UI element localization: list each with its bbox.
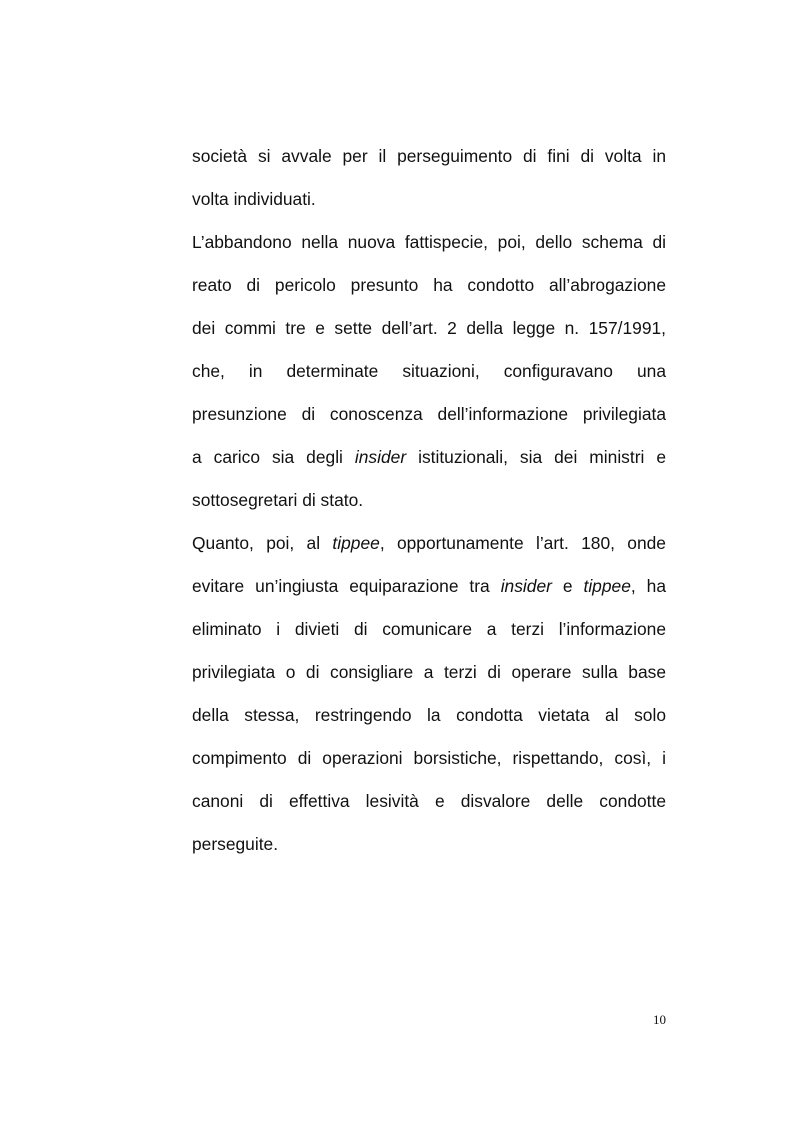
text-line	[192, 522, 666, 565]
italic-term: tippee	[332, 533, 380, 553]
text-segment: perseguite.	[192, 834, 279, 854]
text-line	[192, 737, 666, 780]
italic-term: insider	[354, 447, 407, 467]
text-segment: della stessa, restringendo la condotta vietata al solo	[192, 705, 666, 725]
text-segment: presunzione di conoscenza dell’informazione privilegiata	[192, 404, 666, 424]
text-segment: L’abbandono nella nuova fattispecie, poi, dello schema di	[192, 232, 666, 252]
text-segment: istituzionali, sia dei ministri e	[406, 447, 666, 467]
text-line	[192, 479, 666, 522]
text-segment: e	[551, 576, 584, 596]
text-segment: privilegiata o di consigliare a terzi di operare sulla base	[192, 662, 666, 682]
italic-term: tippee	[583, 576, 631, 596]
text-segment: a carico sia degli	[192, 447, 355, 467]
text-segment: evitare un’ingiusta equiparazione tra	[192, 576, 501, 596]
text-line	[192, 651, 666, 694]
text-segment: canoni di effettiva lesività e disvalore delle condotte	[192, 791, 666, 811]
text-segment: dei commi tre e sette dell’art. 2 della legge n. 157/1991,	[192, 318, 666, 338]
text-segment: , ha	[630, 576, 666, 596]
text-line	[192, 264, 666, 307]
body-text	[192, 135, 666, 866]
text-segment: volta individuati.	[192, 189, 316, 209]
text-line	[192, 436, 666, 479]
text-segment: eliminato i divieti di comunicare a terzi l’informazione	[192, 619, 666, 639]
text-line	[192, 307, 666, 350]
text-line	[192, 135, 666, 178]
text-line	[192, 565, 666, 608]
text-line	[192, 178, 666, 221]
text-line	[192, 823, 666, 866]
text-line	[192, 393, 666, 436]
text-line	[192, 780, 666, 823]
text-segment: società si avvale per il perseguimento di fini di volta in	[192, 146, 666, 166]
text-segment: , opportunamente l’art. 180, onde	[379, 533, 666, 553]
text-line	[192, 694, 666, 737]
text-line	[192, 608, 666, 651]
text-line	[192, 221, 666, 264]
text-line	[192, 350, 666, 393]
text-segment: sottosegretari di stato.	[192, 490, 364, 510]
text-segment: reato di pericolo presunto ha condotto all’abrogazione	[192, 275, 666, 295]
text-segment: che, in determinate situazioni, configuravano una	[192, 361, 666, 381]
text-segment: compimento di operazioni borsistiche, rispettando, così, i	[192, 748, 666, 768]
italic-term: insider	[500, 576, 552, 596]
page-number: 10	[653, 1012, 666, 1027]
text-segment: Quanto, poi, al	[192, 533, 333, 553]
